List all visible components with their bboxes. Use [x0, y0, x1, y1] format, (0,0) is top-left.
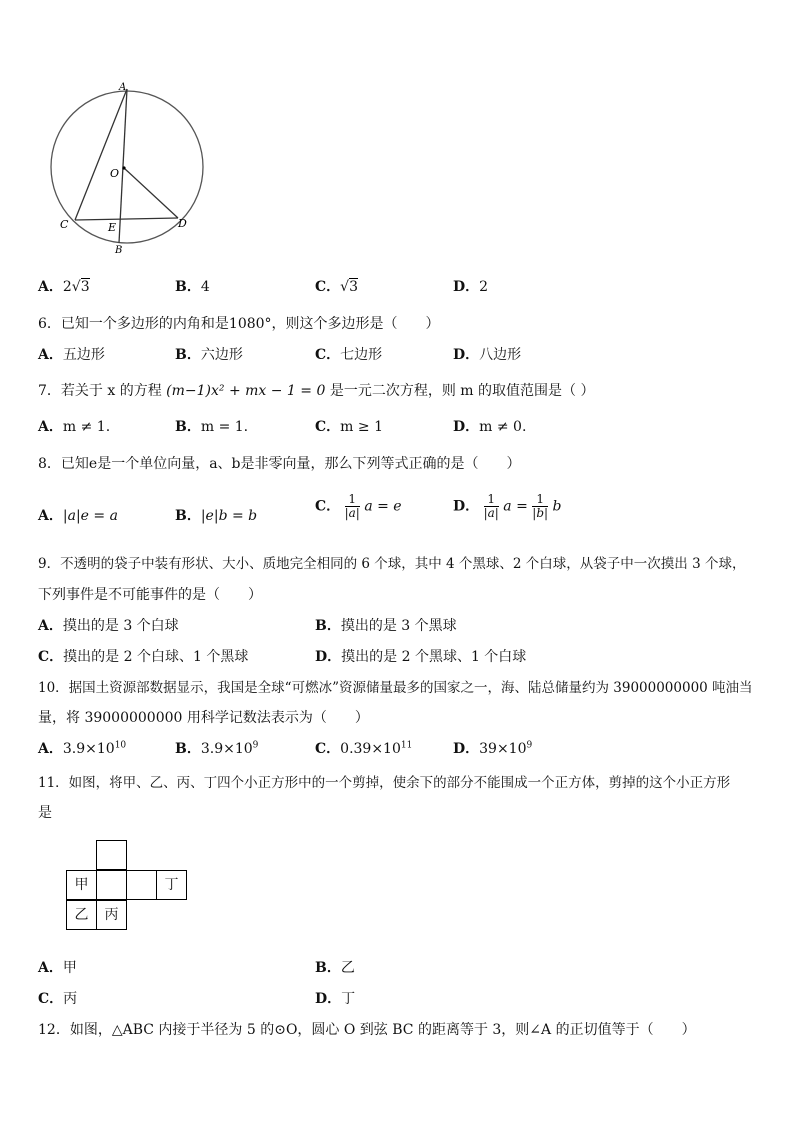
q11-option-a[interactable]: A．甲 — [38, 960, 77, 976]
q10-stem-line2: 量，将 39000000000 用科学记数法表示为（ ） — [38, 710, 369, 726]
q7-option-c[interactable]: C．m ≥ 1 — [315, 419, 383, 435]
q8-option-c[interactable]: C． $\frac{1}{|a|}$ a = e — [315, 492, 402, 520]
q10-stem-line1: 10．据国土资源部数据显示，我国是全球“可燃冰”资源储量最多的国家之一，海、陆总储量约为 39000000000 吨油当 — [38, 680, 753, 696]
q11-stem-line2: 是 — [38, 805, 52, 821]
q7-option-b[interactable]: B．m = 1. — [175, 419, 249, 435]
q11-stem-line1: 11．如图，将甲、乙、丙、丁四个小正方形中的一个剪掉，使余下的部分不能围成一个正方体，剪掉的这个小正方形 — [38, 775, 731, 791]
q7-option-a[interactable]: A．m ≠ 1. — [38, 419, 111, 435]
q10-option-c[interactable]: C．$0.39\times 10^{11}$ — [315, 740, 413, 757]
sqrt-sign: √ — [71, 279, 81, 295]
q9-stem-line1: 9．不透明的袋子中装有形状、大小、质地完全相同的 6 个球，其中 4 个黑球、2 个白球，从袋子中一次摸出 3 个球， — [38, 556, 746, 572]
sqrt-sign: √ — [340, 279, 350, 295]
q9-option-d[interactable]: D．摸出的是 2 个黑球、1 个白球 — [315, 649, 527, 665]
q10-option-b[interactable]: B．$3.9\times 10^9$ — [175, 740, 259, 757]
q6-option-c[interactable]: C．七边形 — [315, 347, 383, 363]
q7-equation: (m−1)x² + mx − 1 = 0 — [166, 383, 326, 399]
q9-option-a[interactable]: A．摸出的是 3 个白球 — [38, 618, 179, 634]
net-square-yi: 乙 — [66, 900, 97, 930]
q6-option-a[interactable]: A．五边形 — [38, 347, 105, 363]
q5-option-a[interactable]: A．2√3 — [38, 279, 90, 295]
net-square-ding: 丁 — [156, 870, 187, 900]
q11-option-d[interactable]: D．丁 — [315, 991, 356, 1007]
fraction: $\frac{1}{|a|}$ — [344, 492, 360, 520]
label-c: C — [60, 218, 69, 231]
label-a: A — [119, 82, 127, 93]
q5-option-c[interactable]: C．√3 — [315, 279, 358, 295]
q7-option-d[interactable]: D．m ≠ 0. — [453, 419, 527, 435]
fraction: $\frac{1}{|a|}$ — [483, 492, 499, 520]
net-square-middle — [96, 870, 127, 900]
fraction: $\frac{1}{|b|}$ — [532, 492, 549, 520]
q6-option-d[interactable]: D．八边形 — [453, 347, 522, 363]
q10-option-a[interactable]: A．$3.9\times 10^{10}$ — [38, 740, 127, 757]
point-o — [122, 166, 125, 169]
q7-stem: 7．若关于 x 的方程 (m−1)x² + mx − 1 = 0 是一元二次方程，则 m 的取值范围是（ ） — [38, 383, 595, 399]
line-od — [124, 168, 178, 218]
q11-option-b[interactable]: B．乙 — [315, 960, 355, 976]
q8-option-d[interactable]: D． $\frac{1}{|a|}$ a = $\frac{1}{|b|}$ b — [453, 492, 562, 520]
q5-option-b[interactable]: B．4 — [175, 279, 210, 295]
q11-option-c[interactable]: C．丙 — [38, 991, 78, 1007]
net-square-top — [96, 840, 127, 870]
q8-option-b[interactable]: B．|e|b = b — [175, 508, 258, 524]
cube-net — [66, 840, 188, 931]
label-o: O — [110, 167, 120, 180]
q8-stem: 8．已知e是一个单位向量，a、b是非零向量，那么下列等式正确的是（ ） — [38, 456, 521, 472]
q6-stem: 6．已知一个多边形的内角和是1080°，则这个多边形是（ ） — [38, 316, 440, 332]
q9-stem-line2: 下列事件是不可能事件的是（ ） — [38, 587, 262, 603]
label-d: D — [178, 217, 187, 230]
q10-option-d[interactable]: D．$39\times 10^9$ — [453, 740, 533, 757]
label-e: E — [108, 221, 117, 234]
line-ab — [119, 89, 127, 243]
net-square-right — [126, 870, 157, 900]
line-cd — [75, 218, 178, 220]
q12-stem: 12．如图，△ABC 内接于半径为 5 的⊙O，圆心 O 到弦 BC 的距离等于 3，则∠A 的正切值等于（ ） — [38, 1022, 696, 1038]
q6-option-b[interactable]: B．六边形 — [175, 347, 243, 363]
q9-option-b[interactable]: B．摸出的是 3 个黑球 — [315, 618, 457, 634]
q8-option-a[interactable]: A．|a|e = a — [38, 508, 118, 524]
net-square-jia: 甲 — [66, 870, 97, 900]
q9-option-c[interactable]: C．摸出的是 2 个白球、1 个黑球 — [38, 649, 249, 665]
net-square-bing: 丙 — [96, 900, 127, 930]
line-ac — [75, 89, 127, 220]
q5-option-d[interactable]: D．2 — [453, 279, 489, 295]
circle-figure — [40, 80, 220, 260]
label-b: B — [115, 245, 123, 256]
